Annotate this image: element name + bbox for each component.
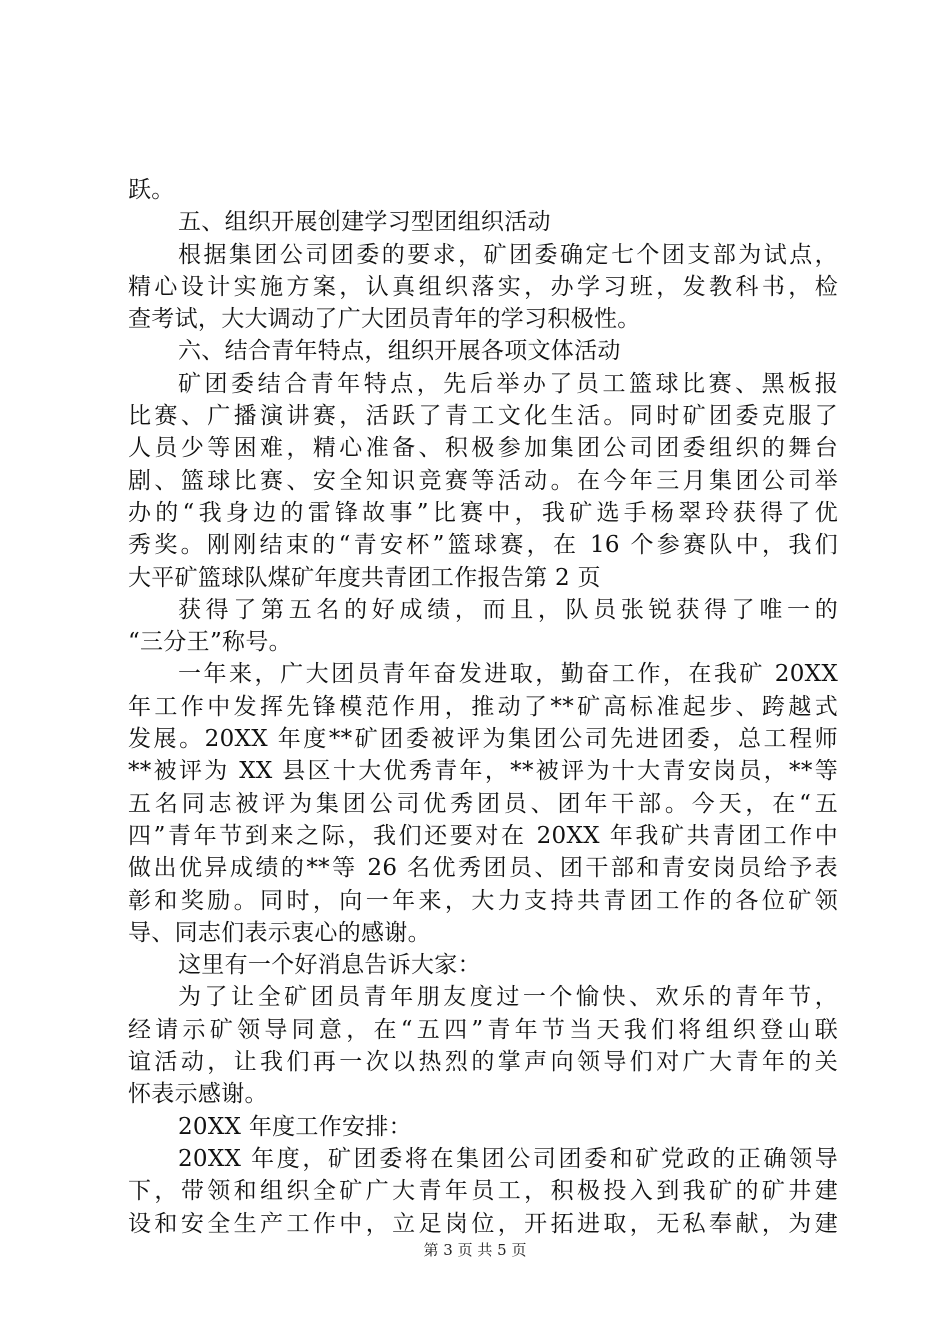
text-line: 谊活动，让我们再一次以热烈的掌声向领导们对广大青年的关	[128, 1049, 838, 1076]
text-line: 六、结合青年特点，组织开展各项文体活动	[178, 338, 621, 365]
text-line: 办的“我身边的雷锋故事”比赛中，我矿选手杨翠玲获得了优	[128, 499, 838, 526]
text-line: 下，带领和组织全矿广大青年员工，积极投入到我矿的矿井建	[128, 1178, 838, 1205]
text-line: **被评为 XX 县区十大优秀青年，**被评为十大青安岗员，**等	[128, 758, 838, 785]
text-line: 比赛、广播演讲赛，活跃了青工文化生活。同时矿团委克服了	[128, 403, 838, 430]
document-body	[128, 174, 838, 1240]
text-line: “三分王”称号。	[128, 629, 292, 656]
text-line: 设和安全生产工作中，立足岗位，开拓进取，无私奉献，为建	[128, 1210, 838, 1237]
text-line: 年工作中发挥先锋模范作用，推动了**矿高标准起步、跨越式	[128, 693, 838, 720]
text-line: 这里有一个好消息告诉大家：	[178, 952, 481, 979]
text-line: 导、同志们表示衷心的感谢。	[128, 919, 431, 946]
text-line: 跃。	[128, 177, 175, 203]
text-line: 查考试，大大调动了广大团员青年的学习积极性。	[128, 306, 641, 333]
text-line: 怀表示感谢。	[128, 1081, 268, 1108]
text-line: 20XX 年度，矿团委将在集团公司团委和矿党政的正确领导	[178, 1145, 838, 1172]
text-line: 大平矿篮球队煤矿年度共青团工作报告第 2 页	[128, 564, 601, 591]
text-line: 彰和奖励。同时，向一年来，大力支持共青团工作的各位矿领	[128, 887, 838, 914]
text-line: 四”青年节到来之际，我们还要对在 20XX 年我矿共青团工作中	[128, 822, 838, 849]
text-line: 五、组织开展创建学习型团组织活动	[178, 209, 551, 236]
page-footer: 第 3 页 共 5 页	[423, 1241, 527, 1259]
text-line: 做出优异成绩的**等 26 名优秀团员、团干部和青安岗员给予表	[128, 855, 838, 882]
text-line: 矿团委结合青年特点，先后举办了员工篮球比赛、黑板报	[178, 370, 838, 397]
text-line: 20XX 年度工作安排：	[178, 1113, 412, 1140]
text-line: 剧、篮球比赛、安全知识竞赛等活动。在今年三月集团公司举	[128, 467, 838, 494]
text-line: 精心设计实施方案，认真组织落实，办学习班，发教科书，检	[128, 273, 838, 300]
text-line: 秀奖。刚刚结束的“青安杯”篮球赛，在 16 个参赛队中，我们	[128, 532, 838, 559]
text-line: 经请示矿领导同意，在“五四”青年节当天我们将组织登山联	[128, 1016, 838, 1043]
text-line: 五名同志被评为集团公司优秀团员、团年干部。今天，在“五	[128, 790, 838, 817]
text-line: 获得了第五名的好成绩，而且，队员张锐获得了唯一的	[178, 596, 838, 623]
text-line: 根据集团公司团委的要求，矿团委确定七个团支部为试点，	[178, 241, 838, 268]
text-line: 发展。20XX 年度**矿团委被评为集团公司先进团委，总工程师	[128, 726, 838, 753]
text-line: 为了让全矿团员青年朋友度过一个愉快、欢乐的青年节，	[178, 984, 838, 1011]
text-line: 人员少等困难，精心准备、积极参加集团公司团委组织的舞台	[128, 435, 838, 462]
text-line: 一年来，广大团员青年奋发进取，勤奋工作，在我矿 20XX	[178, 661, 838, 688]
